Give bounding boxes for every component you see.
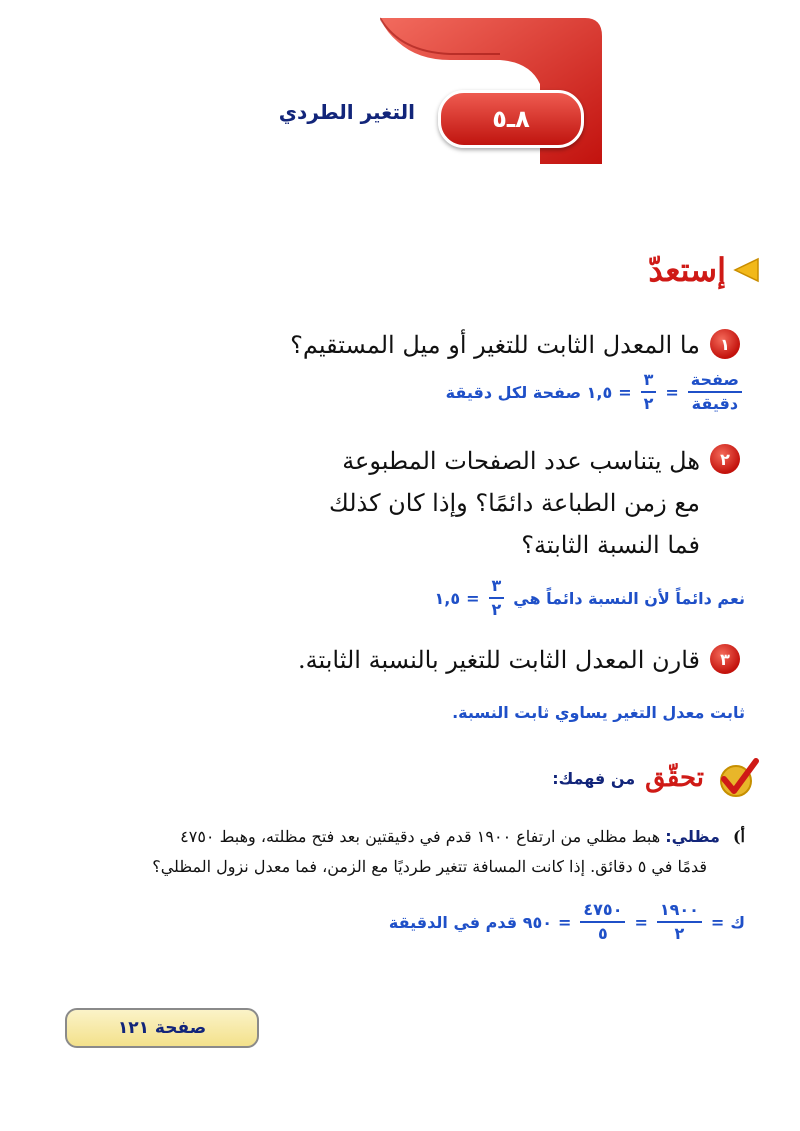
- question-3: [298, 640, 740, 680]
- example-text: قدمًا في ٥ دقائق. إذا كانت المسافة تتغير طرديًا مع الزمن، فما معدل نزول المظلي؟: [152, 857, 707, 876]
- answer-1: [446, 372, 745, 412]
- checkmark-icon: [714, 755, 760, 801]
- fraction-pages-per-minute: [688, 372, 742, 412]
- fraction-denominator: ٥: [598, 924, 608, 943]
- fraction-numerator: ٤٧٥٠: [580, 902, 625, 923]
- check-title: تحقّق: [645, 763, 704, 793]
- question-1: [290, 325, 740, 365]
- question-number-badge: ٣: [710, 644, 740, 674]
- lesson-title: التغير الطردي: [278, 100, 415, 124]
- prepare-title: إستعدّ: [648, 251, 726, 289]
- question-text: [298, 640, 700, 680]
- fraction-denominator: ٢: [674, 924, 685, 943]
- check-understanding-heading: [552, 755, 760, 801]
- equals-sign: =: [710, 912, 725, 932]
- equals-sign: =: [557, 912, 572, 932]
- question-line: قارن المعدل الثابت للتغير بالنسبة الثابتة.: [298, 646, 700, 674]
- fraction-denominator: ٢: [491, 600, 502, 619]
- question-number-badge: ٢: [710, 444, 740, 474]
- equals-sign: =: [618, 382, 632, 402]
- fraction-second-rate: [580, 902, 625, 942]
- fraction-denominator: ٢: [643, 394, 654, 413]
- question-text: [290, 325, 700, 365]
- example-label: مظلي:: [665, 827, 720, 846]
- answer-3: ثابت معدل التغير يساوي ثابت النسبة.: [452, 703, 745, 722]
- prepare-heading: [648, 248, 760, 292]
- answer-2: [435, 578, 745, 618]
- example-line: [95, 852, 745, 882]
- example-marker: أ): [732, 827, 745, 846]
- question-line: فما النسبة الثابتة؟: [521, 531, 700, 559]
- fraction-numerator: ٣: [489, 578, 505, 599]
- fraction-numerator: صفحة: [688, 372, 742, 393]
- example-a: [95, 822, 745, 882]
- fraction-denominator: دقيقة: [691, 394, 739, 413]
- answer-text: ١,٥ صفحة لكل دقيقة: [445, 382, 613, 402]
- question-line: ما المعدل الثابت للتغير أو ميل المستقيم؟: [290, 331, 700, 359]
- question-2: [329, 440, 740, 566]
- fraction-ratio: [489, 578, 505, 618]
- question-text: [329, 440, 700, 566]
- answer-variable: ك: [730, 912, 745, 932]
- check-subtitle: من فهمك:: [552, 768, 636, 788]
- example-answer: [389, 902, 745, 942]
- lesson-number: ٨ـ٥: [492, 105, 530, 133]
- equals-sign: =: [665, 382, 679, 402]
- answer-text: نعم دائماً لأن النسبة دائماً هي: [513, 588, 745, 608]
- example-line: [95, 822, 745, 852]
- answer-result: ٩٥٠ قدم في الدقيقة: [388, 912, 552, 932]
- answer-value: ١,٥: [434, 588, 461, 608]
- question-line: مع زمن الطباعة دائمًا؟ وإذا كان كذلك: [328, 489, 700, 517]
- fraction-numerator: ١٩٠٠: [657, 902, 702, 923]
- fraction-first-rate: [657, 902, 702, 942]
- question-line: هل يتناسب عدد الصفحات المطبوعة: [342, 447, 700, 475]
- page-number: صفحة ١٢١: [117, 1018, 207, 1038]
- arrow-left-icon: [732, 256, 760, 284]
- equals-sign: =: [466, 588, 480, 608]
- page-number-badge: [65, 1008, 259, 1048]
- equals-sign: =: [634, 912, 648, 932]
- lesson-number-badge: [438, 90, 584, 148]
- fraction-numerator: ٣: [641, 372, 657, 393]
- question-number-badge: ١: [710, 329, 740, 359]
- example-text: هبط مظلي من ارتفاع ١٩٠٠ قدم في دقيقتين بعد فتح مظلته، وهبط ٤٧٥٠: [180, 827, 661, 846]
- fraction-ratio: [641, 372, 657, 412]
